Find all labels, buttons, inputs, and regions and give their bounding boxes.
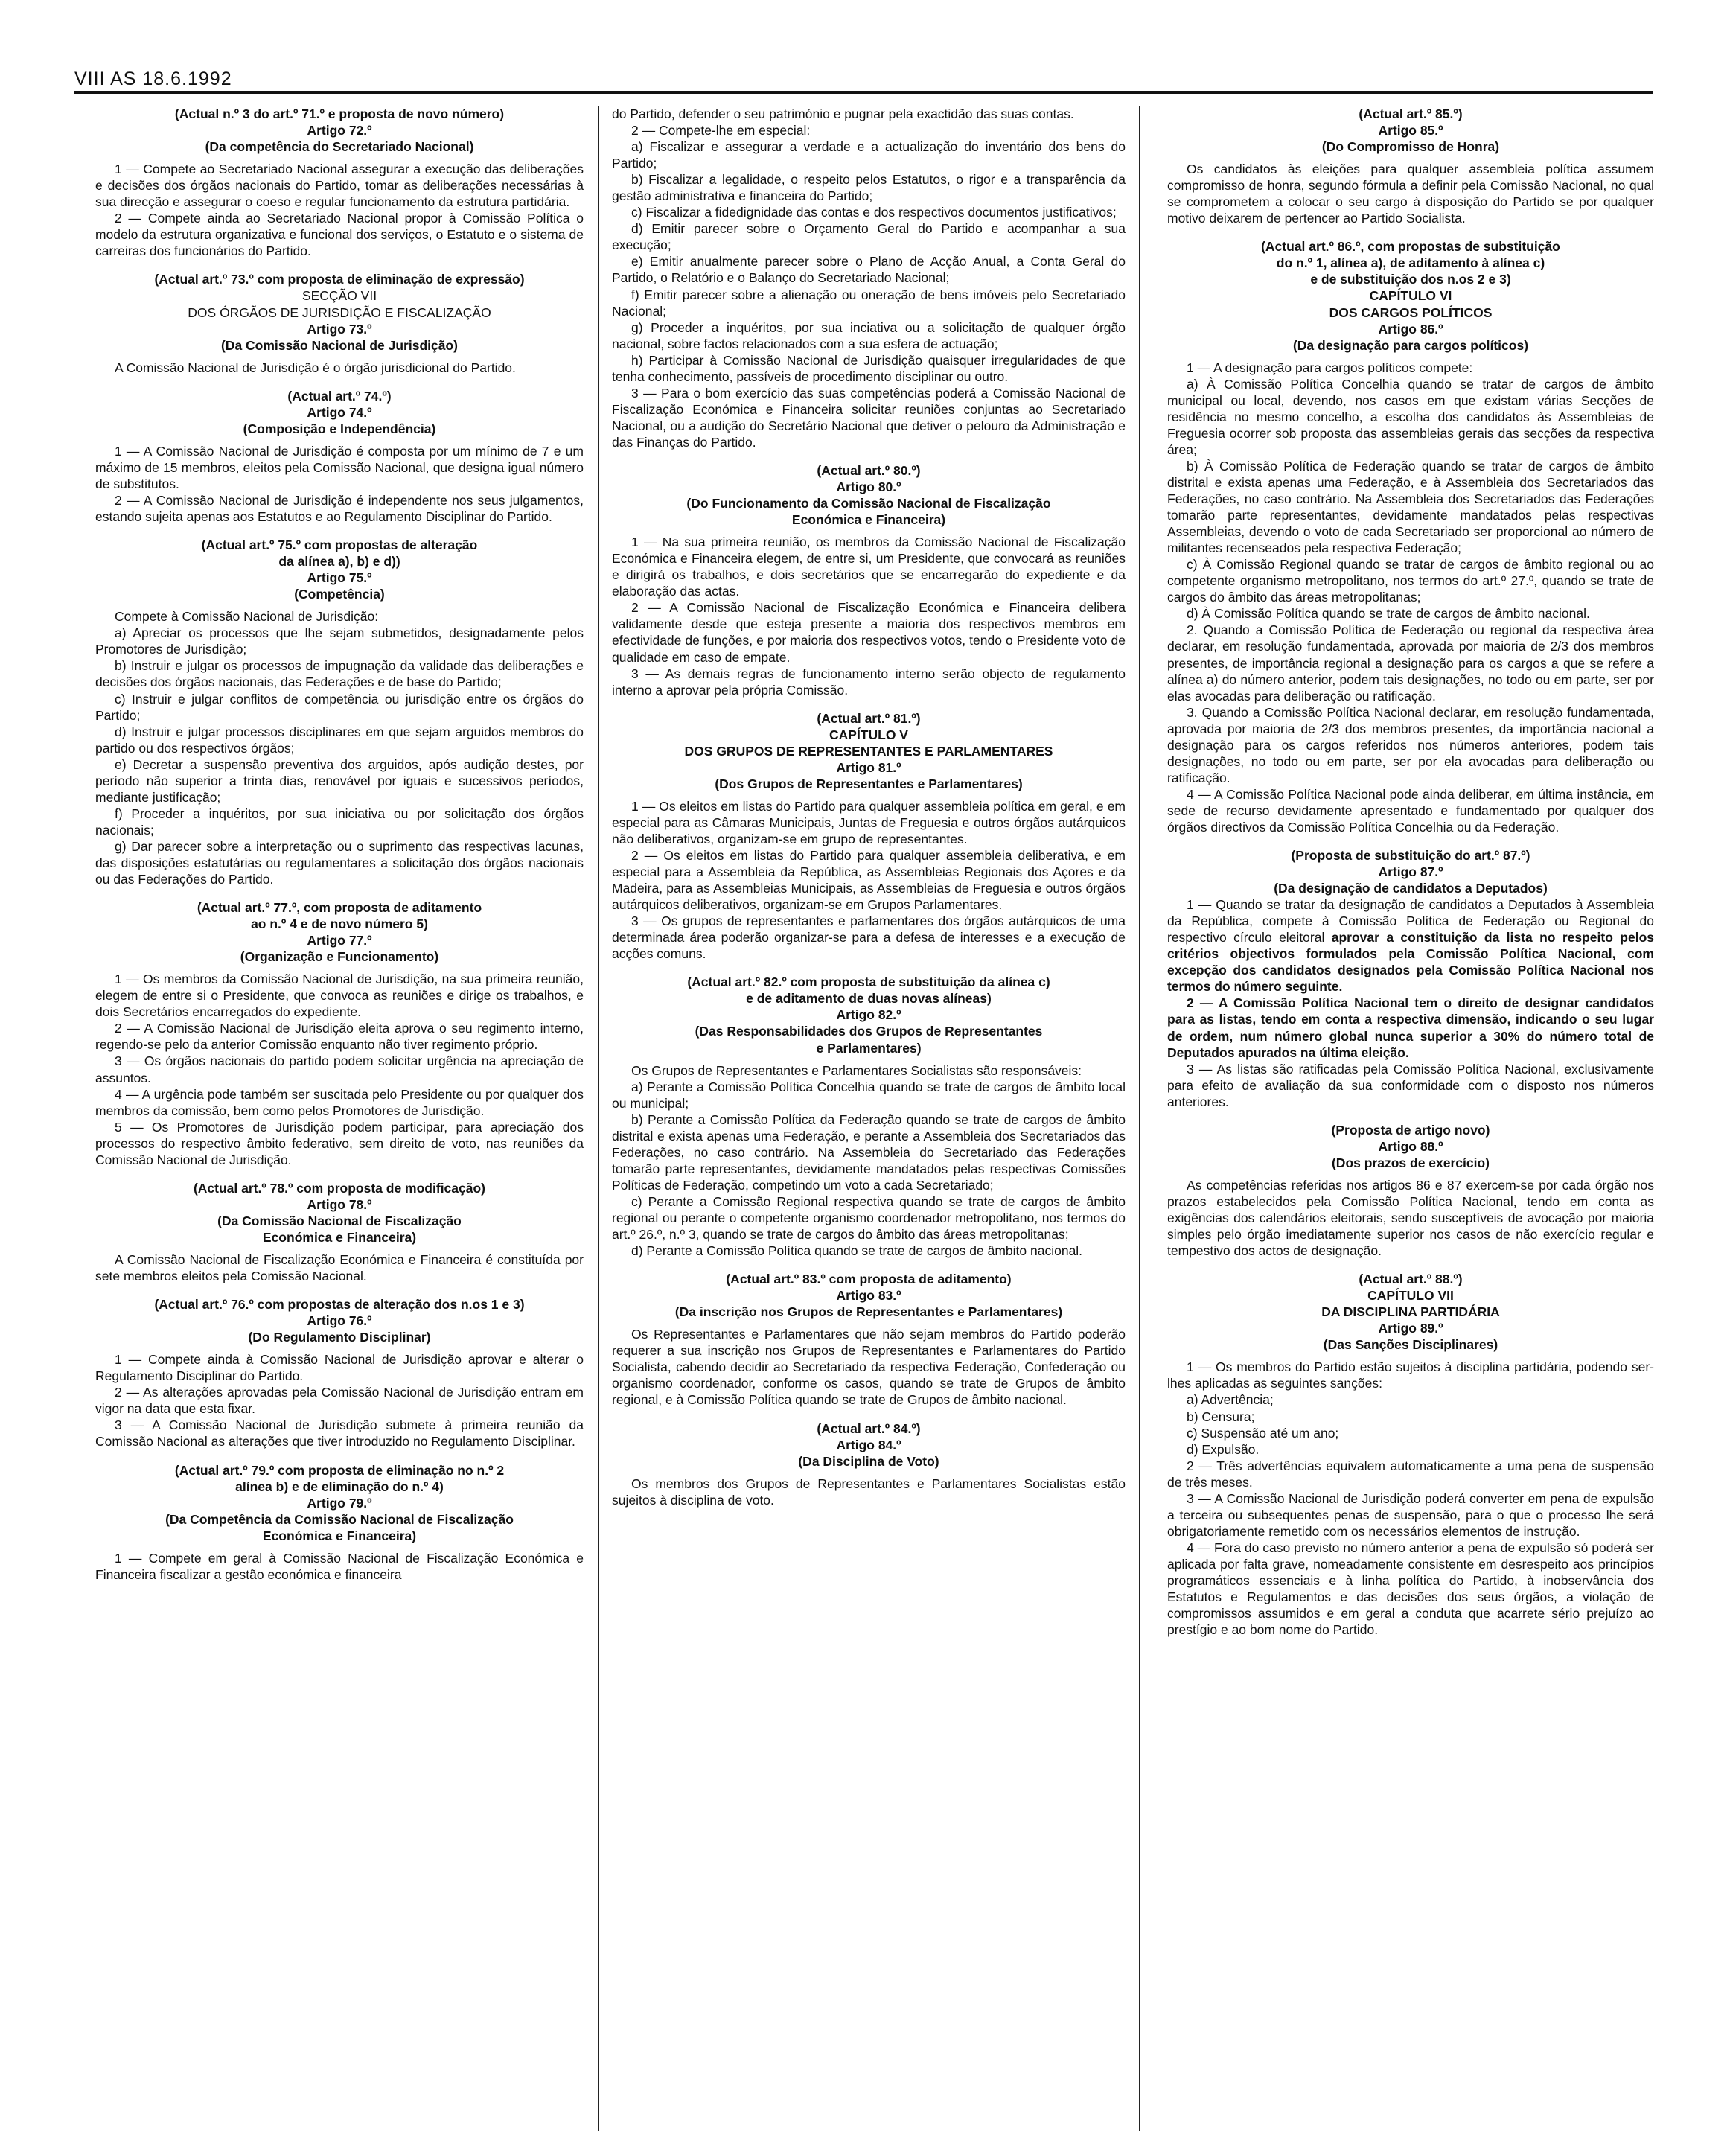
section-heading: Artigo 85.º bbox=[1378, 123, 1443, 138]
section-heading: (Da inscrição nos Grupos de Representantes e Parlamentares) bbox=[674, 1304, 1063, 1320]
list-item: c) À Comissão Regional quando se tratar de cargos de âmbito regional ou ao competente organismo metropolitano, nos termos do art.º 27.º, quando se trate de cargos do âmbito das áreas metropolitanas; bbox=[1167, 557, 1654, 605]
section-heading: e de substituição dos n.os 2 e 3) bbox=[1310, 272, 1511, 287]
section-heading: (Da Competência da Comissão Nacional de Fiscalização bbox=[165, 1511, 514, 1527]
section-heading: (Actual art.º 75.º com propostas de alteração bbox=[201, 538, 478, 553]
section-heading: (Competência) bbox=[294, 587, 385, 602]
section-heading: CAPÍTULO VII bbox=[1367, 1288, 1454, 1304]
text-column-3 bbox=[1167, 106, 1654, 2138]
section-heading: Artigo 79.º bbox=[307, 1495, 372, 1511]
paragraph: 2 — As alterações aprovadas pela Comissão Nacional de Jurisdição entram em vigor na data que esta fixar. bbox=[95, 1385, 584, 1417]
list-item: d) Expulsão. bbox=[1187, 1441, 1260, 1457]
section-heading: Artigo 87.º bbox=[1378, 864, 1443, 880]
section-heading: (Proposta de artigo novo) bbox=[1331, 1122, 1490, 1138]
section-heading: Económica e Financeira) bbox=[262, 1528, 417, 1543]
section-heading: SECÇÃO VII bbox=[301, 288, 377, 304]
section-heading: (Actual art.º 76.º com propostas de alteração dos n.os 1 e 3) bbox=[154, 1297, 525, 1313]
paragraph: 2 — A Comissão Nacional de Jurisdição é independente nos seus julgamentos, estando sujeita apenas aos Estatutos e ao Regulamento Disciplinar do Partido. bbox=[95, 492, 584, 525]
paragraph-bold-text: aprovar a constituição da lista no respeito pelos critérios objectivos formulados pela Comissão Política Nacional, com excepção dos candidatos designados pela Comissão Política Nacional nos termos do número seguinte. bbox=[1167, 930, 1654, 995]
section-heading: (Da Comissão Nacional de Jurisdição) bbox=[220, 337, 458, 353]
paragraph: 4 — A urgência pode também ser suscitada pelo Presidente ou por qualquer dos membros da comissão, bem como pelos Promotores de Jurisdição. bbox=[95, 1086, 584, 1118]
list-item: c) Perante a Comissão Regional respectiva quando se trate de cargos de âmbito regional ou perante o competente organismo coordenador metropolitano, nos termos do art.º 26.º, n.º 3, quando se trate de cargos do âmbito das áreas metropolitanas; bbox=[612, 1193, 1126, 1243]
list-item: c) Suspensão até um ano; bbox=[1187, 1425, 1339, 1441]
paragraph: 1 — Os membros do Partido estão sujeitos à disciplina partidária, podendo ser-lhes aplicadas as seguintes sanções: bbox=[1167, 1359, 1654, 1391]
paragraph: 2 — Compete-lhe em especial: bbox=[631, 123, 811, 138]
section-heading: Artigo 88.º bbox=[1378, 1138, 1443, 1154]
list-item: d) À Comissão Política quando se trate de cargos de âmbito nacional. bbox=[1187, 606, 1590, 622]
section-heading: (Da Comissão Nacional de Fiscalização bbox=[217, 1213, 462, 1228]
section-heading: (Actual art.º 78.º com proposta de modificação) bbox=[193, 1180, 486, 1196]
paragraph: 1 — Os eleitos em listas do Partido para qualquer assembleia política em geral, e em especial para as Câmaras Municipais, Juntas de Freguesia e outros órgãos autárquicos não deliberativos, organizam-se em grupo de representantes. bbox=[612, 798, 1126, 846]
section-heading: Artigo 76.º bbox=[307, 1313, 372, 1329]
list-item: a) Apreciar os processos que lhe sejam submetidos, designadamente pelos Promotores de Jurisdição; bbox=[95, 625, 584, 657]
section-heading: Artigo 81.º bbox=[836, 759, 901, 775]
section-heading: e de aditamento de duas novas alíneas) bbox=[746, 991, 992, 1007]
section-heading: Artigo 73.º bbox=[307, 321, 372, 337]
section-heading: DA DISCIPLINA PARTIDÁRIA bbox=[1321, 1304, 1500, 1320]
paragraph: 2 — Os eleitos em listas do Partido para qualquer assembleia deliberativa, e em especial para a Assembleia da República, as Assembleias Regionais dos Açores e da Madeira, para as Assembleias Municipais, as Assembleias de Freguesia e outros órgãos autárquicos deliberativos, organizam-se em Grupos Parlamentares. bbox=[612, 848, 1126, 913]
paragraph: 2 — A Comissão Política Nacional tem o direito de designar candidatos para as listas, tendo em conta a respectiva dimensão, indicando o seu lugar de ordem, num número global nunca superior a 30% do número total de Deputados apurados na última eleição. bbox=[1167, 995, 1654, 1060]
paragraph: Os membros dos Grupos de Representantes e Parlamentares Socialistas estão sujeitos à disciplina de voto. bbox=[612, 1476, 1126, 1508]
paragraph: 2 — Compete ainda ao Secretariado Nacional propor à Comissão Política o modelo da estrutura organizativa e funcional dos serviços, o Estatuto e o sistema de carreiras dos funcionários do Partido. bbox=[95, 211, 584, 259]
list-item: b) Instruir e julgar os processos de impugnação da validade das deliberações e decisões dos órgãos nacionais, das Federações e de base do Partido; bbox=[95, 658, 584, 690]
list-item: a) Fiscalizar e assegurar a verdade e a actualização do inventário dos bens do Partido; bbox=[612, 139, 1126, 171]
list-item: b) Fiscalizar a legalidade, o respeito pelos Estatutos, o rigor e a transparência da gestão administrativa e financeira do Partido; bbox=[612, 172, 1126, 204]
list-item: e) Decretar a suspensão preventiva dos arguidos, após audição destes, por período não superior a trinta dias, renovável por iguais e sucessivos períodos, mediante justificação; bbox=[95, 756, 584, 805]
section-heading: (Organização e Funcionamento) bbox=[240, 949, 439, 965]
section-heading: (Actual art.º 73.º com proposta de eliminação de expressão) bbox=[154, 272, 525, 287]
list-item: d) Emitir parecer sobre o Orçamento Geral do Partido e acompanhar a sua execução; bbox=[612, 221, 1126, 253]
paragraph: 1 — Compete ao Secretariado Nacional assegurar a execução das deliberações e decisões dos órgãos nacionais do Partido, tomar as deliberações necessárias à sua direcção e assegurar o coeso e regular funcionamento da estrutura partidária. bbox=[95, 162, 584, 210]
paragraph: 1 — A designação para cargos políticos compete: bbox=[1187, 360, 1473, 375]
section-heading: (Actual art.º 81.º) bbox=[817, 710, 921, 726]
section-heading: alínea b) e de eliminação do n.º 4) bbox=[235, 1479, 444, 1494]
section-heading: da alínea a), b) e d)) bbox=[278, 554, 400, 570]
paragraph: 3 — Os órgãos nacionais do partido podem solicitar urgência na apreciação de assuntos. bbox=[95, 1053, 584, 1085]
paragraph: 1 — Compete ainda à Comissão Nacional de Jurisdição aprovar e alterar o Regulamento Disciplinar do Partido. bbox=[95, 1352, 584, 1384]
section-heading: (Do Compromisso de Honra) bbox=[1321, 139, 1500, 155]
section-heading: (Das Responsabilidades dos Grupos de Representantes bbox=[695, 1024, 1043, 1039]
paragraph: Os Representantes e Parlamentares que não sejam membros do Partido poderão requerer a sua inscrição nos Grupos de Representantes e Parlamentares do Partido Socialista, cabendo decidir ao Secretariado da respectiva Federação, Confederação ou organismo coordenador, conforme os casos, quando se trate de Grupos de âmbito regional, e à Comissão Política quando se trate de Grupos de âmbito nacional. bbox=[612, 1327, 1126, 1408]
paragraph: 3 — A Comissão Nacional de Jurisdição submete à primeira reunião da Comissão Nacional as alterações que tiver introduzido no Regulamento Disciplinar. bbox=[95, 1417, 584, 1449]
section-heading: do n.º 1, alínea a), de aditamento à alínea c) bbox=[1276, 255, 1545, 271]
section-heading: (Da competência do Secretariado Nacional) bbox=[205, 139, 474, 155]
section-heading: Artigo 75.º bbox=[307, 570, 372, 586]
section-heading: (Actual n.º 3 do art.º 71.º e proposta de novo número) bbox=[174, 106, 505, 121]
list-item: c) Instruir e julgar conflitos de competência ou jurisdição entre os órgãos do Partido; bbox=[95, 691, 584, 723]
section-heading: (Dos Grupos de Representantes e Parlamentares) bbox=[715, 776, 1023, 791]
paragraph: As competências referidas nos artigos 86 e 87 exercem-se por cada órgão nos prazos estabelecidos pela Comissão Política Nacional, tendo em conta as exigências dos calendários eleitorais, sendo susceptíveis de avocação por maioria simples pelo órgão imediatamente superior nos casos de não exercício regular e tempestivo dos actos de designação. bbox=[1167, 1177, 1654, 1259]
section-heading: (Actual art.º 83.º com proposta de aditamento) bbox=[726, 1272, 1012, 1287]
paragraph: 3 — Para o bom exercício das suas competências poderá a Comissão Nacional de Fiscalização Económica e Financeira solicitar reuniões conjuntas ao Secretariado Nacional, ou a audição do Secretário Nacional que detiver o pelouro da Administração e das Finanças do Partido. bbox=[612, 385, 1126, 450]
section-heading: (Da designação de candidatos a Deputados) bbox=[1274, 881, 1548, 896]
section-heading: ao n.º 4 e de novo número 5) bbox=[251, 916, 428, 932]
paragraph: 2 — Três advertências equivalem automaticamente a uma pena de suspensão de três meses. bbox=[1167, 1458, 1654, 1490]
section-heading: (Actual art.º 84.º) bbox=[817, 1420, 921, 1436]
section-heading: (Actual art.º 82.º com proposta de substituição da alínea c) bbox=[687, 975, 1050, 990]
section-heading: DOS ÓRGÃOS DE JURISDIÇÃO E FISCALIZAÇÃO bbox=[188, 304, 491, 320]
list-item: b) À Comissão Política de Federação quando se tratar de cargos de âmbito distrital e exista apenas uma Federação, e à Assembleia dos Secretariados das Federações, no caso contrário. Na Assembleia dos Secretariados das Federações tomarão parte representantes, devidamente mandatados pelas respectivas Assembleias, devendo o voto de cada Secretariado ser proporcional ao número de militantes recenseados pela respectiva Federação; bbox=[1167, 458, 1654, 556]
section-heading: Artigo 78.º bbox=[307, 1196, 372, 1212]
section-heading: Artigo 82.º bbox=[836, 1007, 901, 1023]
section-heading: (Do Funcionamento da Comissão Nacional de Fiscalização bbox=[686, 496, 1051, 511]
section-heading: (Do Regulamento Disciplinar) bbox=[248, 1330, 431, 1345]
paragraph: 1 — Os membros da Comissão Nacional de Jurisdição, na sua primeira reunião, elegem de entre si o Presidente, que convoca as reuniões e dirige os trabalhos, e dois Secretários encarregados do expediente. bbox=[95, 972, 584, 1020]
column-divider bbox=[598, 106, 599, 2131]
section-heading: Artigo 83.º bbox=[836, 1288, 901, 1304]
section-heading: DOS GRUPOS DE REPRESENTANTES E PARLAMENTARES bbox=[684, 743, 1053, 759]
section-heading: (Das Sanções Disciplinares) bbox=[1323, 1337, 1498, 1353]
section-heading: (Actual art.º 88.º) bbox=[1359, 1272, 1463, 1287]
section-heading: (Da Disciplina de Voto) bbox=[798, 1453, 939, 1469]
paragraph: 1 — Na sua primeira reunião, os membros da Comissão Nacional de Fiscalização Económica e Financeira elegem, de entre si, um Presidente, que convocará as reuniões e dirigirá os trabalhos, e dois secretários que se encarregarão do expediente e da elaboração das actas. bbox=[612, 535, 1126, 599]
paragraph: 3 — A Comissão Nacional de Jurisdição poderá converter em pena de expulsão a terceira ou subsequentes penas de suspensão, para o que o processo lhe será obrigatoriamente remetido com os necessários elementos de instrução. bbox=[1167, 1490, 1654, 1539]
section-heading: (Actual art.º 77.º, com proposta de aditamento bbox=[197, 900, 482, 916]
paragraph: Compete à Comissão Nacional de Jurisdição: bbox=[115, 609, 379, 625]
section-heading: Artigo 86.º bbox=[1378, 321, 1443, 337]
section-heading: (Da designação para cargos políticos) bbox=[1292, 337, 1529, 353]
section-heading: DOS CARGOS POLÍTICOS bbox=[1329, 304, 1493, 320]
section-heading: Artigo 72.º bbox=[307, 123, 372, 138]
paragraph: do Partido, defender o seu património e pugnar pela exactidão das suas contas. bbox=[612, 106, 1074, 121]
paragraph: A Comissão Nacional de Fiscalização Económica e Financeira é constituída por sete membros eleitos pela Comissão Nacional. bbox=[95, 1252, 584, 1284]
list-item: a) À Comissão Política Concelhia quando se tratar de cargos de âmbito municipal ou local, devendo, nos casos em que existam várias Secções de residência no mesmo concelho, a escolha dos candidatos às Assembleias de Freguesia ocorrer sob proposta das assembleias gerais das secções da respectiva área; bbox=[1167, 376, 1654, 457]
paragraph: Os candidatos às eleições para qualquer assembleia política assumem compromisso de honra, segundo fórmula a definir pela Comissão Nacional, no qual se comprometem a colocar o seu cargo à disposição do Partido se por qualquer motivo deixarem de pertencer ao Partido Socialista. bbox=[1167, 162, 1654, 226]
section-heading: Artigo 84.º bbox=[836, 1437, 901, 1452]
section-heading: Artigo 89.º bbox=[1378, 1321, 1443, 1336]
section-heading: CAPÍTULO V bbox=[829, 727, 908, 742]
section-heading: (Actual art.º 80.º) bbox=[817, 462, 921, 478]
section-heading: (Dos prazos de exercício) bbox=[1331, 1155, 1490, 1170]
list-item: g) Proceder a inquéritos, por sua inciativa ou a solicitação de qualquer órgão nacional, sobre factos relacionados com a sua esfera de actuação; bbox=[612, 319, 1126, 351]
list-item: a) Perante a Comissão Política Concelhia quando se trate de cargos de âmbito local ou municipal; bbox=[612, 1079, 1126, 1111]
section-heading: Económica e Financeira) bbox=[791, 512, 946, 528]
list-item: e) Emitir anualmente parecer sobre o Plano de Acção Anual, a Conta Geral do Partido, o Relatório e o Balanço do Secretariado Nacional; bbox=[612, 254, 1126, 286]
paragraph: 2 — A Comissão Nacional de Fiscalização Económica e Financeira delibera validamente desde que esteja presente a maioria dos respectivos membros em efectividade de funções, e por maioria dos respectivos votos, tendo o Presidente voto de qualidade em caso de empate. bbox=[612, 600, 1126, 665]
list-item: h) Participar à Comissão Nacional de Jurisdição quaisquer irregularidades de que tenha conhecimento, passíveis de procedimento disciplinar ou outro. bbox=[612, 352, 1126, 384]
section-heading: Artigo 80.º bbox=[836, 479, 901, 495]
list-item: b) Perante a Comissão Política da Federação quando se trate de cargos de âmbito distrital e exista apenas uma Federação, e perante a Assembleia dos Secretariados das Federações, no caso contrário. Na Assembleia do Secretariado das Federações tomarão parte representantes, devidamente mandatados pelas respectivas Comissões Políticas de Federação, competindo um voto a cada Secretariado; bbox=[612, 1112, 1126, 1193]
page-header: VIII AS 18.6.1992 bbox=[74, 68, 232, 89]
paragraph: 3 — As demais regras de funcionamento interno serão objecto de regulamento interno a aprovar pela própria Comissão. bbox=[612, 666, 1126, 698]
list-item: f) Emitir parecer sobre a alienação ou oneração de bens imóveis pelo Secretariado Nacional; bbox=[612, 287, 1126, 319]
section-heading: (Proposta de substituição do art.º 87.º) bbox=[1291, 848, 1530, 864]
paragraph: 4 — Fora do caso previsto no número anterior a pena de expulsão só poderá ser aplicada por falta grave, nomeadamente consistente em desrespeito aos princípios programáticos essenciais e à linha política do Partido, à inobservância dos Estatutos e Regulamentos e das decisões dos seus órgãos, a violação de compromissos assumidos e em geral a conduta que acarrete sério prejuízo ao prestígio e ao bom nome do Partido. bbox=[1167, 1540, 1654, 1638]
section-heading: (Actual art.º 74.º) bbox=[287, 388, 392, 404]
column-divider bbox=[1139, 106, 1140, 2131]
paragraph: 1 — A Comissão Nacional de Jurisdição é composta por um mínimo de 7 e um máximo de 15 membros, eleitos pela Comissão Nacional, que designa igual número de substitutos. bbox=[95, 443, 584, 491]
text-column-2 bbox=[612, 106, 1126, 2138]
list-item: g) Dar parecer sobre a interpretação ou o suprimento das respectivas lacunas, das disposições estatutárias ou regulamentares a solicitação dos órgãos nacionais ou das Federações do Partido. bbox=[95, 838, 584, 887]
section-heading: e Parlamentares) bbox=[816, 1040, 922, 1056]
list-item: d) Perante a Comissão Política quando se trate de cargos de âmbito nacional. bbox=[631, 1243, 1083, 1259]
paragraph: A Comissão Nacional de Jurisdição é o órgão jurisdicional do Partido. bbox=[115, 360, 516, 375]
list-item: 3. Quando a Comissão Política Nacional declarar, em resolução fundamentada, aprovada por maioria de 2/3 dos membros presentes, da importância nacional a designação para os cargos referidos nos números anteriores, podem tais designações, no todo ou em parte, ser por ela avocadas para deliberação ou ratificação. bbox=[1167, 704, 1654, 785]
section-heading: (Actual art.º 85.º) bbox=[1359, 106, 1463, 121]
paragraph: 4 — A Comissão Política Nacional pode ainda deliberar, em última instância, em sede de recurso devidamente apresentado e fundamentado por qualquer dos órgãos directivos da Comissão Política Concelhia ou da Federação. bbox=[1167, 786, 1654, 835]
section-heading: CAPÍTULO VI bbox=[1369, 288, 1452, 304]
text-column-1 bbox=[95, 106, 584, 2138]
paragraph: 1 — Compete em geral à Comissão Nacional de Fiscalização Económica e Financeira fiscalizar a gestão económica e financeira bbox=[95, 1550, 584, 1582]
section-heading: (Composição e Independência) bbox=[243, 421, 436, 436]
section-heading: Artigo 74.º bbox=[307, 404, 372, 420]
paragraph-text: 1 — Quando se tratar da designação de candidatos a Deputados à Assembleia da República, compete à Comissão Política de Federação ou Regional do respectivo círculo eleitoral bbox=[1167, 897, 1654, 945]
list-item: b) Censura; bbox=[1187, 1409, 1255, 1424]
list-item: c) Fiscalizar a fidedignidade das contas e dos respectivos documentos justificativos; bbox=[631, 205, 1117, 220]
section-heading: Económica e Financeira) bbox=[262, 1229, 417, 1245]
header-rule bbox=[74, 91, 1653, 94]
section-heading: (Actual art.º 79.º com proposta de eliminação no n.º 2 bbox=[174, 1462, 505, 1478]
paragraph: 3 — Os grupos de representantes e parlamentares dos órgãos autárquicos de uma determinada área poderão organizar-se para a defesa de interesses e a execução de acções comuns. bbox=[612, 913, 1126, 962]
list-item: f) Proceder a inquéritos, por sua iniciativa ou por solicitação dos órgãos nacionais; bbox=[95, 806, 584, 838]
paragraph bbox=[1167, 896, 1654, 995]
paragraph: 2 — A Comissão Nacional de Jurisdição eleita aprova o seu regimento interno, regendo-se pelo da anterior Comissão enquanto não tiver regimento próprio. bbox=[95, 1021, 584, 1053]
list-item: d) Instruir e julgar processos disciplinares em que sejam arguidos membros do partido ou dos respectivos órgãos; bbox=[95, 724, 584, 756]
paragraph: 3 — As listas são ratificadas pela Comissão Política Nacional, exclusivamente para efeito de avaliação da sua conformidade com o disposto nos números anteriores. bbox=[1167, 1061, 1654, 1109]
section-heading: Artigo 77.º bbox=[307, 933, 372, 948]
list-item: 2. Quando a Comissão Política de Federação ou regional da respectiva área declarar, em resolução fundamentada, aprovada por maioria de 2/3 dos membros presentes, de importância regional a designação para os cargos a que se refere a alínea a) do número anterior, podem tais designações, no todo ou em parte, ser por elas avocadas para deliberação ou ratificação. bbox=[1167, 622, 1654, 704]
paragraph: Os Grupos de Representantes e Parlamentares Socialistas são responsáveis: bbox=[631, 1062, 1082, 1078]
paragraph: 5 — Os Promotores de Jurisdição podem participar, para apreciação dos processos do respectivo âmbito federativo, sem direito de voto, nas reuniões da Comissão Nacional de Jurisdição. bbox=[95, 1119, 584, 1167]
section-heading: (Actual art.º 86.º, com propostas de substituição bbox=[1261, 239, 1560, 255]
list-item: a) Advertência; bbox=[1187, 1392, 1274, 1408]
